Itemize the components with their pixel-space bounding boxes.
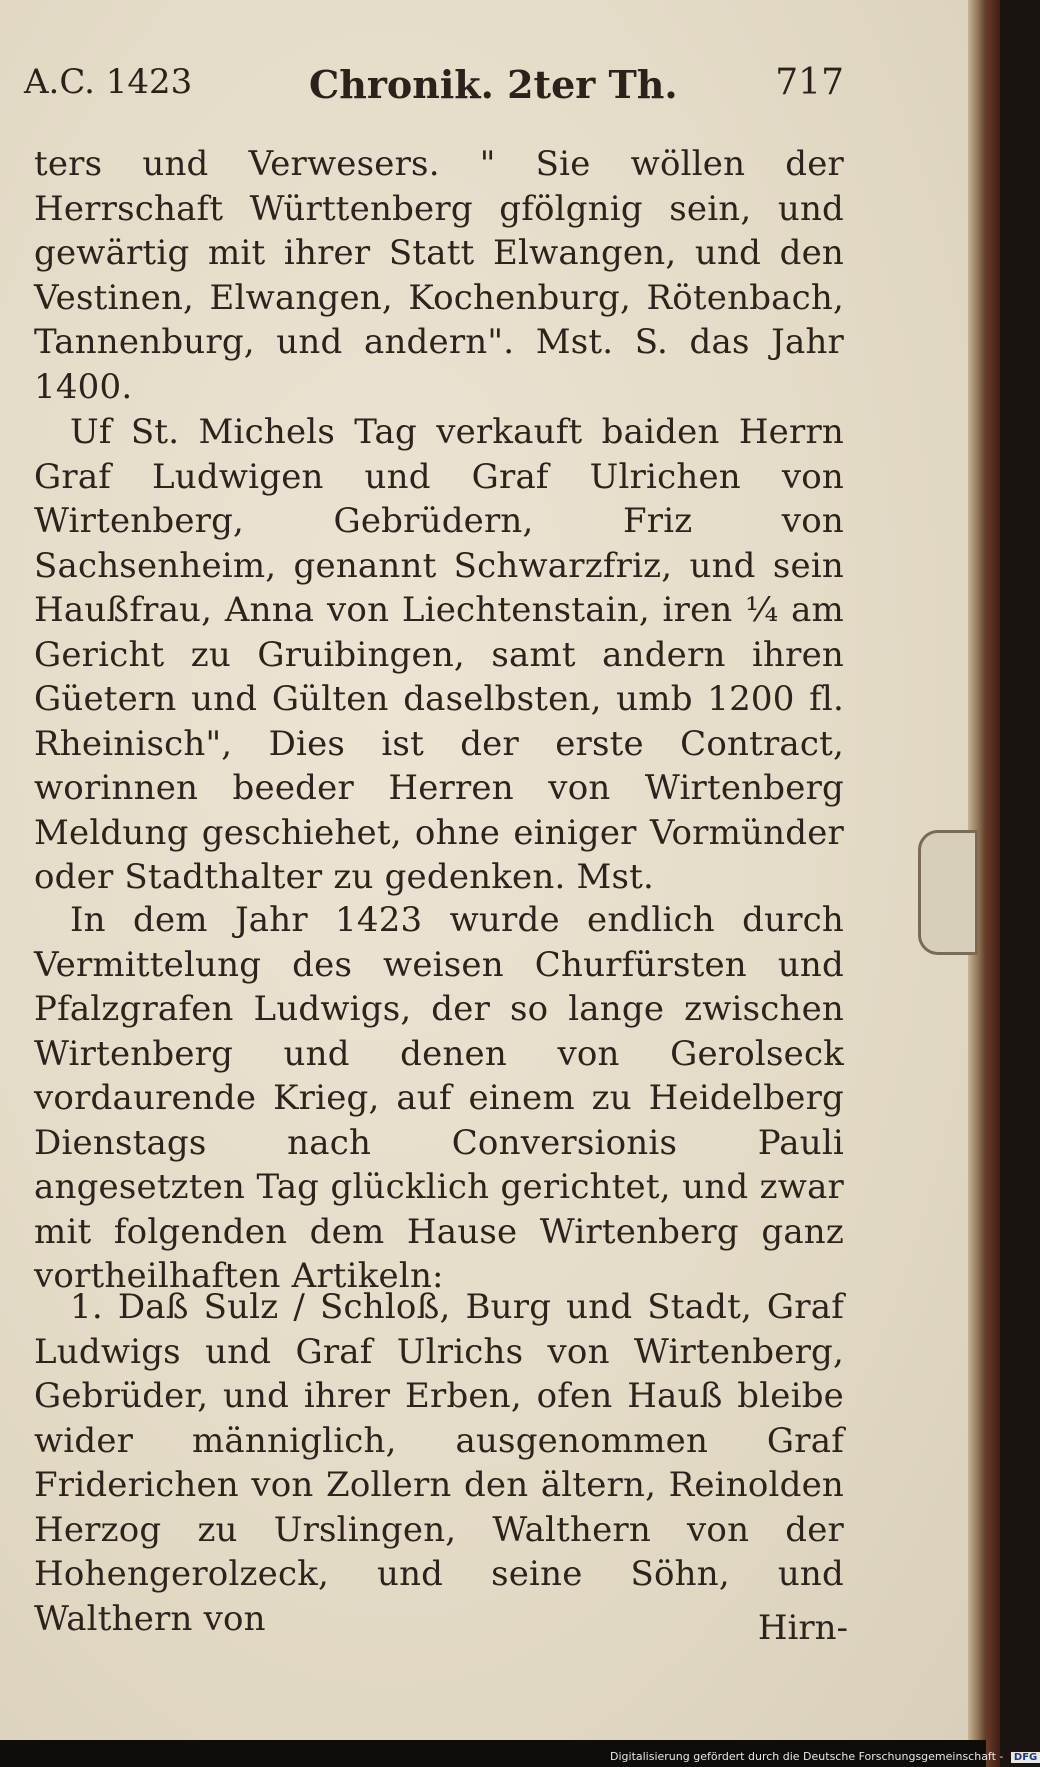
- header-title: Chronik. 2ter Th.: [309, 62, 678, 107]
- page-number: 717: [775, 62, 844, 103]
- credit-text: Digitalisierung gefördert durch die Deutsche Forschungsgemeinschaft -: [610, 1750, 1004, 1763]
- paragraph-2: Uf St. Michels Tag verkauft baiden Herrn Graf Ludwigen und Graf Ulrichen von Wirtenberg, Gebrüdern, Friz von Sachsenheim, genannt Schwarzfriz, und sein Haußfrau, Anna von Liechtenstain, iren ¼ am Gericht zu Gruibingen, samt andern ihren Güetern und Gülten daselbsten, umb 1200 fl. Rheinisch", Dies ist der erste Contract, worinnen beeder Herren von Wirtenberg Meldung geschiehet, ohne einiger Vormünder oder Stadthalter zu gedenken. Mst.: [34, 412, 844, 897]
- paragraph-4: 1. Daß Sulz / Schloß, Burg und Stadt, Graf Ludwigs und Graf Ulrichs von Wirtenberg, Gebrüder, und ihrer Erben, ofen Hauß bleibe wider männiglich, ausgenommen Graf Friderichen von Zollern den ältern, Reinolden Herzog zu Urslingen, Walthern von der Hohengerolzeck, und seine Söhn, und Walthern von: [34, 1287, 844, 1639]
- paragraph-1: ters und Verwesers. " Sie wöllen der Herrschaft Württenberg gfölgnig sein, und gewärtig mit ihrer Statt Elwangen, und den Vestinen, Elwangen, Kochenburg, Rötenbach, Tannenburg, und andern". Mst. S. das Jahr 1400.: [34, 144, 844, 407]
- running-header: [24, 62, 844, 112]
- dfg-logo: DFG: [1011, 1752, 1040, 1763]
- page-tab: [918, 830, 978, 955]
- header-year: A.C. 1423: [24, 62, 193, 102]
- catchword: Hirn-: [757, 1608, 848, 1648]
- paragraph-3: In dem Jahr 1423 wurde endlich durch Vermittelung des weisen Churfürsten und Pfalzgrafen Ludwigs, der so lange zwischen Wirtenberg und denen von Gerolseck vordaurende Krieg, auf einem zu Heidelberg Dienstags nach Conversionis Pauli angesetzten Tag glücklich gerichtet, und zwar mit folgenden dem Hause Wirtenberg ganz vortheilhaften Artikeln:: [34, 900, 844, 1296]
- book-spine: [986, 0, 1000, 1767]
- digitization-credit: [610, 1750, 1040, 1763]
